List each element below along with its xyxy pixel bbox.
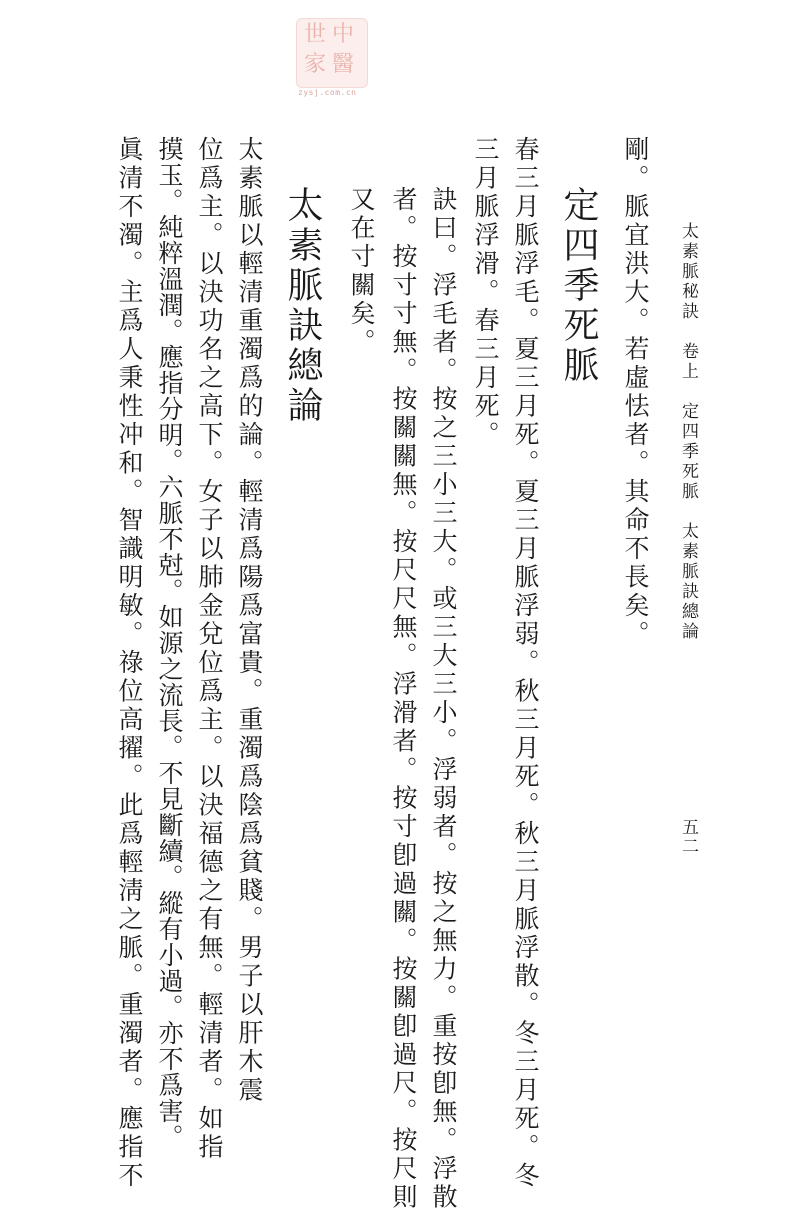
watermark-char: 醫 <box>332 52 355 77</box>
text-column: 三月脈浮滑。春三月死。 <box>471 136 500 450</box>
section-heading: 定四季死脈 <box>558 186 599 386</box>
text-column: 訣曰。浮毛者。按之三小三大。或三大三小。浮弱者。按之無力。重按卽無。浮散 <box>429 186 458 1212</box>
watermark-url: zysj.com.cn <box>298 88 357 97</box>
page-number: 五二 <box>678 818 698 856</box>
watermark-logo <box>296 18 368 96</box>
text-column: 太素脈以輕清重濁爲的論。輕清爲陽爲富貴。重濁爲陰爲貧賤。男子以肝木震 <box>235 136 264 1105</box>
text-column: 又在寸關矣。 <box>347 186 376 357</box>
text-column: 剛。脈宜洪大。若虛怯者。其命不長矣。 <box>621 136 650 649</box>
text-column: 摸玉。純粹溫潤。應指分明。六脈不尅。如源之流長。不見斷續。縱有小過。亦不爲害。 <box>155 136 184 1150</box>
watermark-char: 中 <box>332 22 355 47</box>
section-heading: 太素脈訣總論 <box>282 186 323 426</box>
text-column: 眞清不濁。主爲人秉性冲和。智識明敏。祿位高擢。此爲輕淸之脈。重濁者。應指不 <box>115 136 144 1191</box>
text-column: 者。按寸寸無。按關關無。按尺尺無。浮滑者。按寸卽過關。按關卽過尺。按尺則 <box>389 186 418 1212</box>
watermark-char: 家 <box>304 52 327 77</box>
watermark-char: 世 <box>304 22 327 47</box>
text-column: 位爲主。以決功名之高下。女子以肺金兌位爲主。以決福德之有無。輕清者。如指 <box>195 136 224 1162</box>
text-column: 春三月脈浮毛。夏三月死。夏三月脈浮弱。秋三月死。秋三月脈浮散。冬三月死。冬 <box>511 136 540 1191</box>
running-header: 太素脈秘訣 卷上 定四季死脈 太素脈訣總論 <box>678 222 698 642</box>
